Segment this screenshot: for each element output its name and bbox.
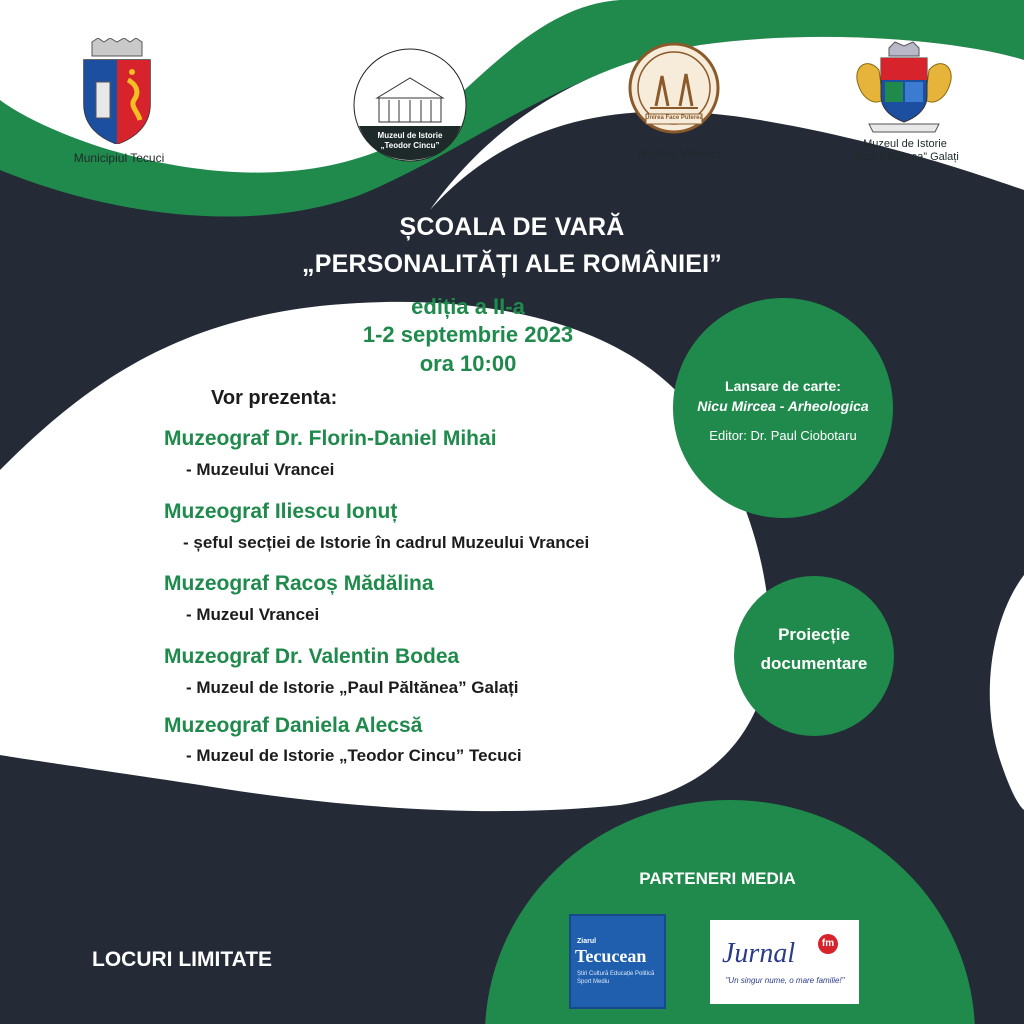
time: ora 10:00 — [419, 351, 517, 376]
projection-line2: documentare — [760, 654, 868, 673]
presenter-affiliation: - Muzeul Vrancei — [186, 605, 320, 624]
cincu-museum-logo — [353, 48, 467, 162]
galati-label-line1: Muzeul de Istorie — [863, 138, 947, 150]
right-edge-white — [990, 575, 1024, 810]
tecuci-label: Municipiul Tecuci — [73, 151, 165, 165]
tecucean-logo — [569, 914, 666, 1009]
jurnal-badge: fm — [818, 934, 838, 954]
limited-seats: LOCURI LIMITATE — [92, 948, 273, 971]
dates: 1-2 septembrie 2023 — [362, 322, 574, 347]
vrancea-museum-seal — [628, 42, 720, 134]
vrancea-label: Muzeul Vrancei — [637, 147, 721, 161]
media-heading: PARTENERI MEDIA — [639, 869, 796, 888]
title-line2: „PERSONALITĂȚI ALE ROMÂNIEI” — [302, 250, 722, 278]
edition: ediția a II-a — [411, 294, 525, 319]
presenter-name: Muzeograf Dr. Florin-Daniel Mihai — [164, 427, 497, 450]
book-launch-title: Nicu Mircea - Arheologica — [697, 398, 869, 414]
jurnal-slogan: "Un singur nume, o mare familie!" — [725, 976, 845, 985]
presenter-affiliation: - șeful secției de Istorie în cadrul Muzeului Vrancei — [183, 533, 590, 552]
presenter-affiliation: - Muzeul de Istorie „Teodor Cincu” Tecuci — [186, 746, 522, 765]
presenters-heading: Vor prezenta: — [211, 387, 338, 409]
galati-label-line2: „Paul Păltănea” Galați — [851, 151, 959, 163]
presenter-name: Muzeograf Dr. Valentin Bodea — [164, 645, 460, 668]
book-launch-heading: Lansare de carte: — [725, 378, 841, 394]
cincu-label-line1: Muzeul de Istorie — [377, 131, 443, 140]
galati-museum-crest — [849, 40, 959, 134]
title-line1: ȘCOALA DE VARĂ — [399, 213, 625, 241]
presenter-name: Muzeograf Racoș Mădălina — [164, 572, 434, 595]
presenter-affiliation: - Muzeului Vrancei — [186, 460, 335, 479]
tecucean-tagline: Știri Cultură Educație Politică Sport Mediu — [577, 971, 655, 985]
vrancea-motto: Unirea Face Puterea — [645, 115, 703, 121]
jurnal-fm-logo — [710, 920, 859, 1004]
tecucean-top: Ziarul — [577, 938, 597, 945]
jurnal-name: Jurnal — [722, 938, 796, 969]
projection-line1: Proiecție — [778, 625, 850, 644]
presenter-name: Muzeograf Iliescu Ionuț — [164, 500, 398, 523]
tecucean-name: Tecucean — [575, 946, 647, 966]
book-launch-editor: Editor: Dr. Paul Ciobotaru — [709, 428, 857, 443]
tecuci-coat-of-arms — [80, 38, 154, 144]
presenter-affiliation: - Muzeul de Istorie „Paul Păltănea” Galați — [186, 678, 519, 697]
presenter-name: Muzeograf Daniela Alecsă — [164, 714, 423, 737]
cincu-label-line2: „Teodor Cincu” — [380, 141, 440, 150]
